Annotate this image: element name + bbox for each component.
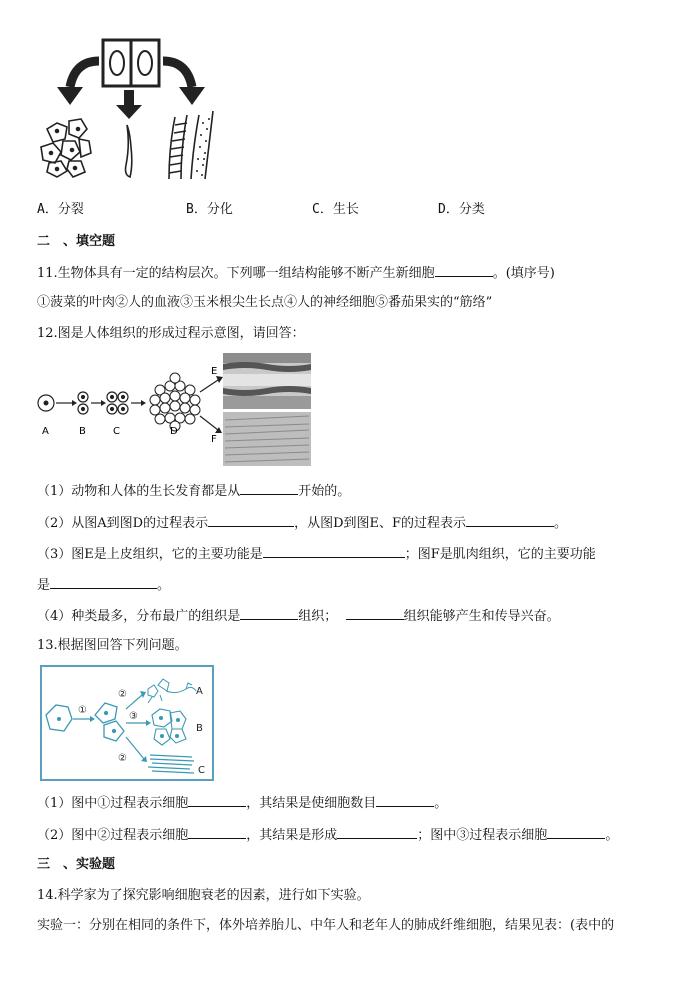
q12-sub3-post: 。	[157, 578, 171, 593]
q12-sub4-blank1	[240, 605, 298, 620]
q11-stem	[37, 262, 555, 284]
q10-option-d: D．分类	[438, 202, 485, 217]
label-d: D	[170, 426, 178, 437]
arrow-down-icon	[116, 90, 142, 119]
cell-a	[38, 395, 54, 411]
q12-sub2-mid: ，从图D到图E、F的过程表示	[294, 516, 467, 531]
elongated-cell	[126, 125, 132, 177]
cell-b	[78, 392, 88, 414]
q13-sub1-mid: ，其结果是使细胞数目	[246, 796, 377, 811]
q12-sub1-blank	[240, 480, 298, 495]
arrow-right-icon	[163, 61, 205, 105]
q12-sub2-post: 。	[554, 516, 568, 531]
cell-process-figure	[40, 665, 214, 781]
q11-items: ①菠菜的叶肉②人的血液③玉米根尖生长点④人的神经细胞⑤番茄果实的“筋络”	[37, 295, 493, 310]
q12-stem: 12.图是人体组织的形成过程示意图，请回答：	[37, 326, 305, 341]
muscle-tissue-image	[223, 412, 311, 466]
q12-sub3-pre: （3）图E是上皮组织，它的主要功能是	[37, 547, 263, 562]
q12-sub4	[37, 605, 560, 627]
cell-differentiation-figure	[35, 35, 235, 185]
q11-tail: 。(填序号)	[492, 266, 555, 281]
q10-option-c: C．生长	[312, 202, 359, 217]
label-b: B	[79, 426, 86, 437]
arrow-left-icon	[57, 61, 99, 105]
q12-sub3-line2	[37, 574, 170, 596]
q13-sub2-pre: （2）图中②过程表示细胞	[37, 828, 189, 843]
section-2-title: 二 、填空题	[37, 234, 116, 249]
cell-d-cluster	[150, 373, 200, 431]
q14-experiment-1: 实验一：分别在相同的条件下，体外培养胎儿、中年人和老年人的肺成纤维细胞，结果见表：(表中的	[37, 918, 615, 933]
q13-sub2-blank2	[337, 824, 417, 839]
q13-sub2-blank3	[547, 824, 605, 839]
label-e: E	[211, 366, 218, 377]
q11-blank	[435, 262, 493, 277]
cell-c	[107, 392, 128, 414]
label-f: F	[211, 434, 217, 445]
q12-sub1-post: 开始的。	[298, 484, 351, 499]
q12-sub2-blank1	[208, 512, 294, 527]
q12-sub3-line2-pre: 是	[37, 578, 51, 593]
label-c: C	[113, 426, 120, 437]
label-step-1: ①	[78, 705, 87, 716]
vessel-tube-1	[169, 115, 187, 179]
q12-sub3	[37, 543, 596, 565]
q12-sub4-pre: （4）种类最多，分布最广的组织是	[37, 609, 241, 624]
q13-sub2	[37, 824, 618, 846]
q12-sub3-blank2	[50, 574, 157, 589]
q12-sub2-pre: （2）从图A到图D的过程表示	[37, 516, 209, 531]
q14-stem: 14.科学家为了探究影响细胞衰老的因素，进行如下实验。	[37, 888, 370, 903]
q13-sub1-blank2	[376, 792, 434, 807]
vessel-tube-2	[191, 111, 213, 179]
q10-option-a: A．分裂	[37, 202, 84, 217]
q13-sub1-post: 。	[434, 796, 448, 811]
round-cells-group	[41, 119, 91, 177]
parent-cells	[103, 40, 159, 86]
label-a: A	[196, 686, 203, 697]
q12-sub4-post: 组织能够产生和传导兴奋。	[403, 609, 560, 624]
q12-sub3-blank1	[263, 543, 405, 558]
q10-option-b: B．分化	[186, 202, 233, 217]
q11-stem-text: 11.生物体具有一定的结构层次。下列哪一组结构能够不断产生新细胞	[37, 266, 435, 281]
label-b: B	[196, 723, 203, 734]
q13-sub1-blank1	[188, 792, 246, 807]
q13-stem: 13.根据图回答下列问题。	[37, 638, 188, 653]
q13-sub1-pre: （1）图中①过程表示细胞	[37, 796, 189, 811]
q13-sub2-mid2: ；图中③过程表示细胞	[417, 828, 548, 843]
epithelial-tissue-image	[223, 353, 311, 409]
label-step-3: ③	[129, 711, 138, 722]
q12-sub1	[37, 480, 350, 502]
q12-sub2-blank2	[466, 512, 554, 527]
label-a: A	[42, 426, 49, 437]
section-3-title: 三 、实验题	[37, 857, 116, 872]
q13-sub1	[37, 792, 447, 814]
q12-sub2	[37, 512, 567, 534]
q12-sub3-mid: ；图F是肌肉组织，它的主要功能	[404, 547, 596, 562]
label-step-2-top: ②	[118, 689, 127, 700]
q12-sub4-blank2	[346, 605, 404, 620]
label-step-2-bottom: ②	[118, 753, 127, 764]
q13-sub2-mid: ，其结果是形成	[246, 828, 338, 843]
tissue-formation-figure	[30, 350, 320, 470]
q12-sub4-mid: 组织；	[298, 609, 338, 624]
q13-sub2-post: 。	[605, 828, 619, 843]
q13-sub2-blank1	[188, 824, 246, 839]
q12-sub1-pre: （1）动物和人体的生长发育都是从	[37, 484, 241, 499]
label-c: C	[198, 765, 205, 776]
